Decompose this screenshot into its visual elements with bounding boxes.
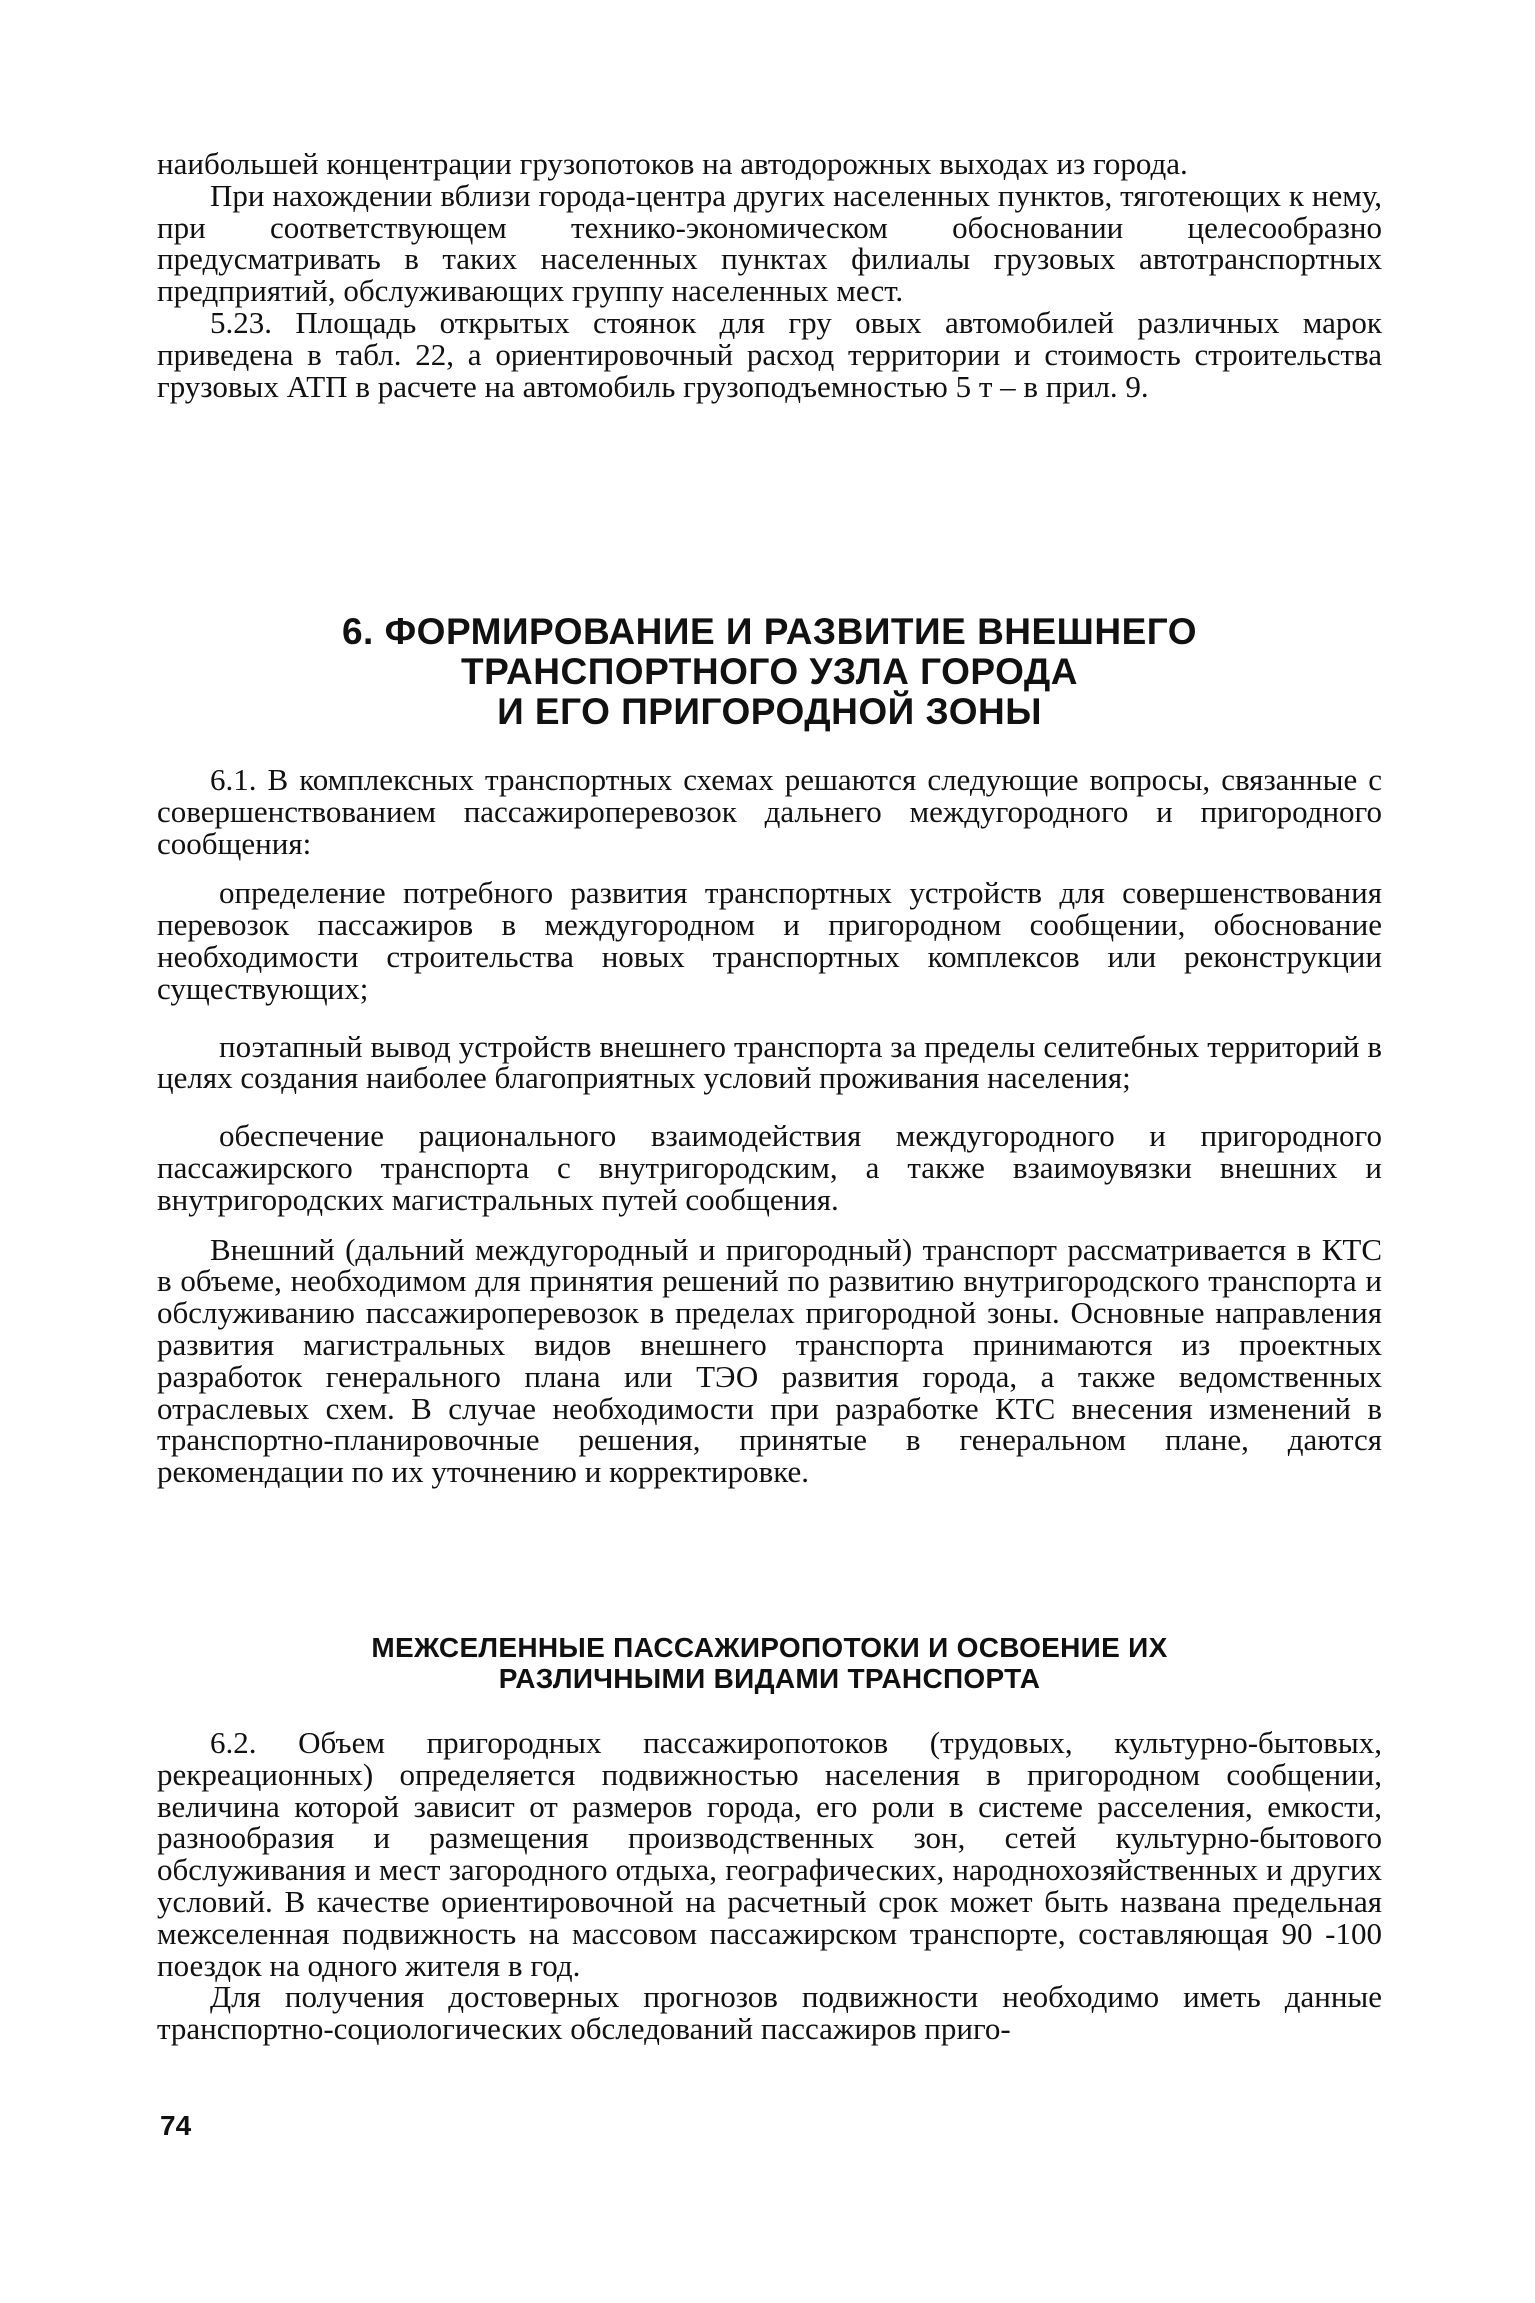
list-item-2: поэтапный вывод устройств внешнего транспорта за пределы селитебных территорий в целях создания наиболее благоприятных условий проживания населения; xyxy=(157,1028,1382,1096)
subsection-title-line-1: МЕЖСЕЛЕННЫЕ ПАССАЖИРОПОТОКИ И ОСВОЕНИЕ ИХ xyxy=(371,1632,1168,1663)
section-title-line-2: ТРАНСПОРТНОГО УЗЛА ГОРОДА xyxy=(461,651,1078,692)
paragraph-continuation: наибольшей концентрации грузопотоков на автодорожных выходах из города. xyxy=(157,146,1188,181)
subsection-title-line-2: РАЗЛИЧНЫМИ ВИДАМИ ТРАНСПОРТА xyxy=(498,1663,1041,1694)
paragraph-suburban-branches: При нахождении вблизи города-центра других населенных пунктов, тяготеющих к нему, при соответствующем технико-экономическом обосновании целесообразно предусматривать в таких населенных пунктах филиалы грузовых автотранспортных предприятий, обслуживающих группу населенных мест. xyxy=(157,177,1382,309)
page-number: 74 xyxy=(160,2110,192,2141)
list-item-3: обеспечение рационального взаимодействия междугородного и пригородного пассажирского транспорта с внутригородским, а также взаимоувязки внешних и внутригородских магистральных путей сообщения. xyxy=(157,1118,1382,1217)
section-title-line-1: 6. ФОРМИРОВАНИЕ И РАЗВИТИЕ ВНЕШНЕГО xyxy=(341,611,1198,652)
paragraph-mobility-data: Для получения достоверных прогнозов подвижности необходимо иметь данные транспортно-социологических обследований пассажиров приго- xyxy=(157,1979,1382,2047)
subsection-body xyxy=(157,1727,1382,2045)
paragraph-6-1: 6.1. В комплексных транспортных схемах решаются следующие вопросы, связанные с совершенствованием пассажироперевозок дальнего междугородного и пригородного сообщения: xyxy=(157,762,1382,861)
subsection-heading xyxy=(157,1632,1382,1694)
list-item-1: определение потребного развития транспортных устройств для совершенствования перевозок пассажиров в междугородном и пригородном сообщении, обоснование необходимости строительства новых транспортных комплексов или реконструкции существующих; xyxy=(157,875,1382,1006)
section-6-heading xyxy=(157,612,1382,732)
paragraph-6-2: 6.2. Объем пригородных пассажиропотоков (трудовых, культурно-бытовых, рекреационных) определяется подвижностью населения в пригородном сообщении, величина которой зависит от размеров города, его роли в системе расселения, емкости, разнообразия и размещения производственных зон, сетей культурно-бытового обслуживания и мест загородного отдыха, географических, народнохозяйственных и других условий. В качестве ориентировочной на расчетный срок может быть названа предельная межселенная подвижность на массовом пассажирском транспорте, составляющая 90 -100 поездок на одного жителя в год. xyxy=(157,1725,1382,1983)
section-6-body xyxy=(157,764,1382,1488)
top-text-block xyxy=(157,148,1382,402)
paragraph-external-transport: Внешний (дальний междугородный и пригородный) транспорт рассматривается в КТС в объеме, необходимом для принятия решений по развитию внутригородского транспорта и обслуживанию пассажироперевозок в пределах пригородной зоны. Основные направления развития магистральных видов внешнего транспорта принимаются из проектных разработок генерального плана или ТЭО развития города, а также ведомственных отраслевых схем. В случае необходимости при разработке КТС внесения изменений в транспортно-планировочные решения, принятые в генеральном плане, даются рекомендации по их уточнению и корректировке. xyxy=(157,1231,1382,1490)
paragraph-5-23: 5.23. Площадь открытых стоянок для гру овых автомобилей различных марок приведена в табл. 22, а ориентировочный расход территории и стоимость строительства грузовых АТП в расчете на автомобиль грузоподъемностью 5 т – в прил. 9. xyxy=(157,304,1382,404)
section-title-line-3: И ЕГО ПРИГОРОДНОЙ ЗОНЫ xyxy=(497,691,1042,732)
